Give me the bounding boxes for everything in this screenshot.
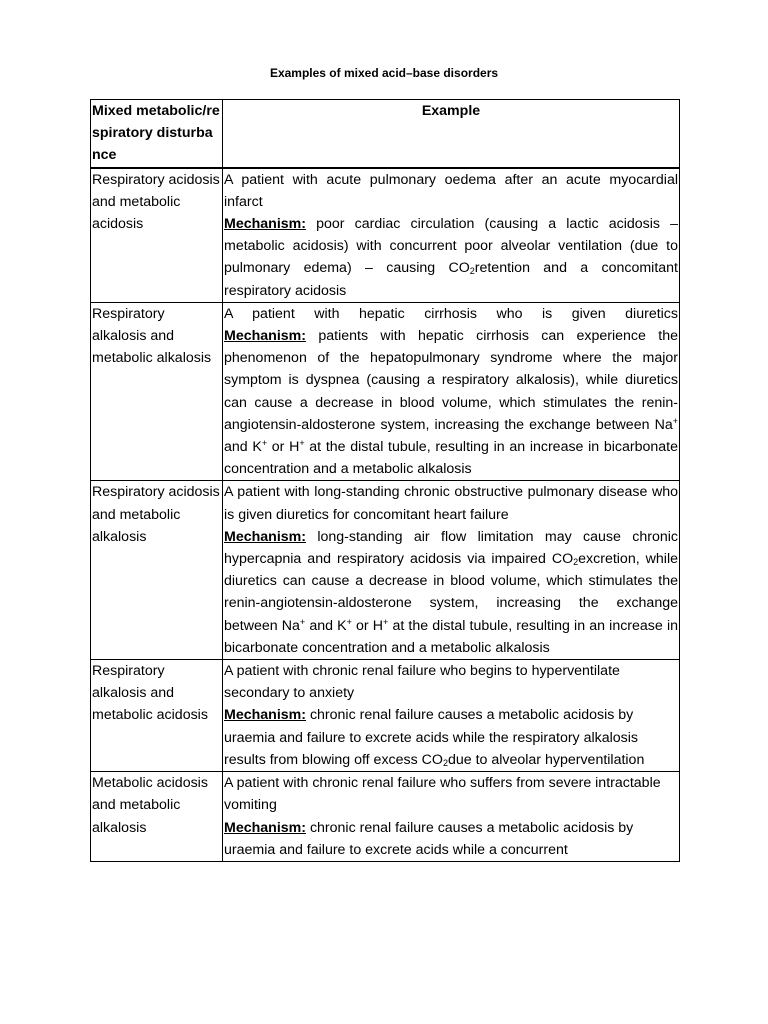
subscript: 2: [573, 557, 579, 568]
example-cell: [223, 168, 680, 303]
mechanism-text: poor cardiac circulation (causing a lactic acidosis – metabolic acidosis) with concurrent poor alveolar ventilation (due to pulmonary edema) – causing CO: [224, 216, 678, 277]
table-row: [91, 168, 680, 303]
example-text: A patient with chronic renal failure who suffers from severe intractable vomiting: [224, 775, 661, 814]
superscript: +: [346, 616, 352, 627]
mechanism-label: Mechanism:: [224, 328, 306, 345]
disturbance-cell: Respiratory alkalosis and metabolic alkalosis: [91, 302, 223, 481]
superscript: +: [299, 438, 305, 449]
subscript: 2: [469, 266, 475, 277]
page-title: Examples of mixed acid–base disorders: [269, 66, 499, 80]
mechanism-text: or H: [351, 617, 384, 634]
mechanism-text: chronic renal failure causes a metabolic acidosis by uraemia and failure to excrete acids while a concurrent: [224, 819, 634, 858]
mechanism-text-end: at the distal tubule, resulting in an increase in bicarbonate concentration and a metabolic alkalosis: [224, 439, 679, 478]
disturbance-cell: Metabolic acidosis and metabolic alkalosis: [91, 772, 223, 862]
mechanism-label: Mechanism:: [224, 707, 306, 724]
superscript: +: [672, 415, 678, 426]
example-text: A patient with long-standing chronic obstructive pulmonary disease who is given diuretics for concomitant heart failure: [224, 484, 678, 523]
disturbance-cell: Respiratory alkalosis and metabolic acidosis: [91, 660, 223, 772]
mechanism-text: long-standing air flow limitation may cause chronic hypercapnia and respiratory acidosis via impaired CO: [224, 528, 678, 568]
mechanism-text: chronic renal failure causes a metabolic acidosis by uraemia and failure to excrete acids while the respiratory alkalosis results from blowing off excess CO: [224, 707, 639, 768]
mechanism-text: and K: [305, 617, 347, 634]
mechanism-text-end: retention and a concomitant respiratory acidosis: [224, 260, 679, 299]
table-header-row: [91, 100, 680, 168]
example-cell: [223, 660, 680, 772]
superscript: +: [383, 616, 389, 627]
disturbance-cell: Respiratory acidosis and metabolic acidosis: [91, 168, 223, 303]
example-text: A patient with hepatic cirrhosis who is given diuretics: [224, 305, 678, 322]
table-row: [91, 660, 680, 772]
column-header-disturbance: Mixed metabolic/respiratory disturbance: [91, 100, 223, 168]
example-text: A patient with acute pulmonary oedema after an acute myocardial infarct: [224, 171, 678, 210]
example-cell: [223, 772, 680, 862]
mechanism-text: excretion, while diuretics can cause a decrease in blood volume, which stimulates the renin-angiotensin-aldosterone system, increasing the exchange between Na: [224, 551, 678, 634]
subscript: 2: [442, 757, 448, 768]
mechanism-label: Mechanism:: [224, 528, 306, 545]
mechanism-text-end: due to alveolar hyperventilation: [447, 751, 645, 768]
example-cell: [223, 302, 680, 481]
superscript: +: [299, 616, 306, 627]
mixed-disorders-table: [90, 99, 680, 862]
mechanism-text-end: at the distal tubule, resulting in an increase in bicarbonate concentration and a metabolic alkalosis: [224, 617, 678, 656]
mechanism-text: and K: [224, 439, 262, 456]
superscript: +: [261, 438, 268, 449]
mechanism-text: patients with hepatic cirrhosis can experience the phenomenon of the hepatopulmonary syndrome where the major symptom is dyspnea (causing a respiratory alkalosis), while diuretics can cause a decrease in blood volume, which stimulates the renin-angiotensin-aldosterone system, increasing the exchange between Na: [224, 328, 678, 433]
table-row: [91, 302, 680, 481]
table-row: [91, 481, 680, 660]
mechanism-label: Mechanism:: [224, 819, 306, 836]
example-text: A patient with chronic renal failure who begins to hyperventilate secondary to anxiety: [224, 663, 620, 702]
mechanism-text: or H: [267, 439, 300, 456]
mechanism-label: Mechanism:: [224, 216, 306, 233]
table-row: [91, 772, 680, 862]
disturbance-cell: Respiratory acidosis and metabolic alkalosis: [91, 481, 223, 660]
example-cell: [223, 481, 680, 660]
column-header-example: Example: [223, 100, 680, 168]
